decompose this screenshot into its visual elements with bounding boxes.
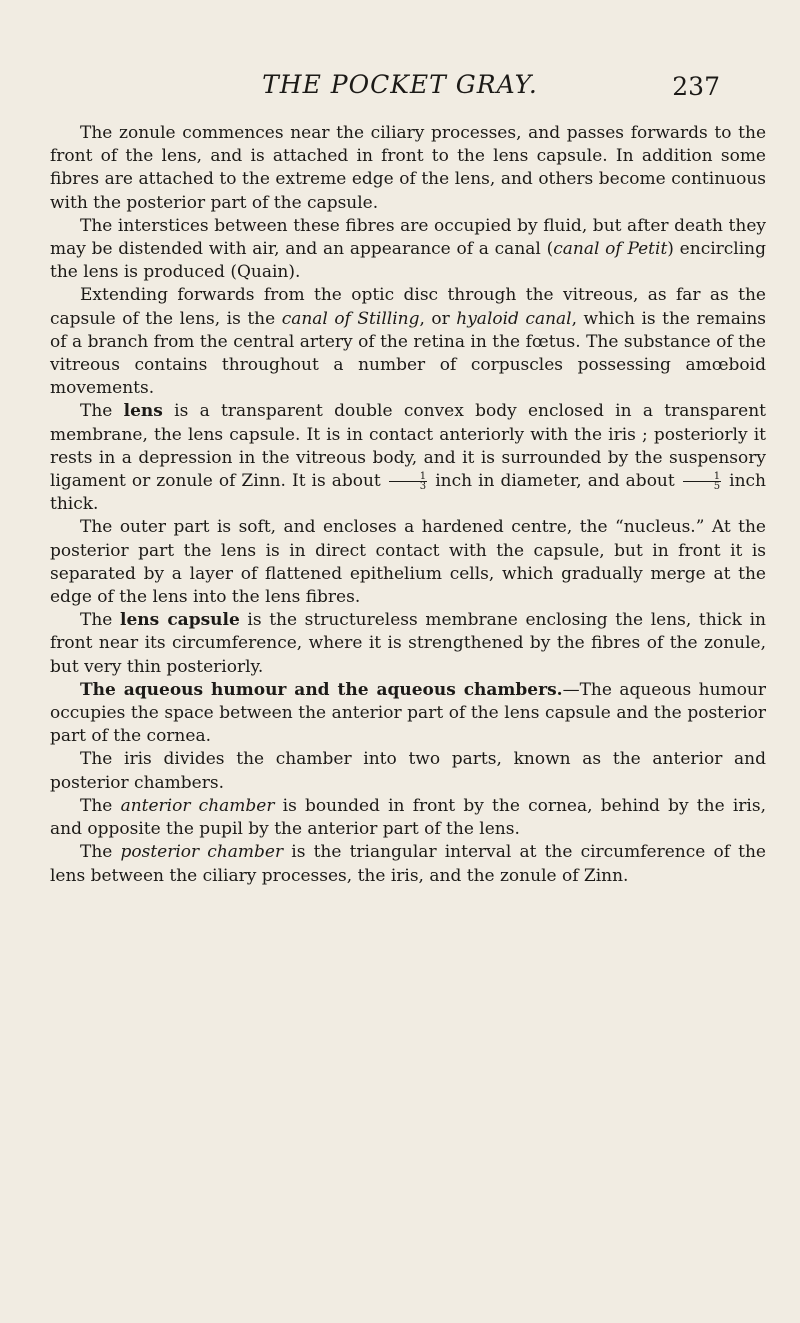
text-run: , or [419, 308, 457, 329]
text-run: , which is the remains of a branch from the central artery of the retina in the fœtus. The substance of the vitreous contains throughout a number of corpuscles possessing amœboid movements. [50, 308, 767, 399]
paragraph [50, 400, 766, 516]
text-run: inch in diameter, and about [429, 471, 681, 492]
fraction-numerator: 1 [389, 472, 427, 482]
text-run: The iris divides the chamber into two parts, known as the anterior and posterior chambers. [50, 749, 766, 793]
text-run: The [80, 842, 121, 863]
bold-term: lens [123, 401, 163, 422]
italic-term: canal of Stilling [281, 308, 420, 329]
text-run: is the triangular interval at the circumference of the lens between the ciliary processes, the iris, and the zonule of Zinn. [50, 842, 766, 886]
text-run: ) encircling the lens is produced (Quain). [50, 239, 767, 283]
text-run: The zonule commences near the ciliary processes, and passes forwards to the front of the lens, and is attached in front to the lens capsule. In addition some fibres are attached to the extreme edge of the lens, and others become continuous with the posterior part of the capsule. [50, 123, 766, 213]
fraction-numerator: 1 [683, 472, 721, 482]
text-run: The [80, 795, 121, 816]
paragraph [50, 609, 766, 679]
italic-term: hyaloid canal [456, 308, 572, 329]
paragraph [50, 679, 766, 749]
italic-term: canal of Petit [553, 239, 668, 260]
body-text [50, 122, 766, 888]
running-head [0, 70, 800, 110]
text-run: —The aqueous humour occupies the space between the anterior part of the lens capsule and the posterior part of the cornea. [50, 679, 767, 747]
paragraph [50, 215, 766, 285]
text-run: is the structureless membrane enclosing the lens, thick in front near its circumference, where it is strengthened by the fibres of the zonule, but very thin posteriorly. [50, 610, 766, 677]
fraction-denominator: 3 [419, 481, 427, 493]
page-number: 237 [672, 72, 720, 101]
bold-term: lens capsule [119, 610, 240, 631]
paragraph [50, 795, 766, 841]
text-run: The [80, 610, 120, 631]
text-run: The outer part is soft, and encloses a hardened centre, the “nucleus.” At the posterior part the lens is in direct contact with the capsule, but in front it is separated by a layer of flattened epithelium cells, which gradually merge at the edge of the lens into the lens fibres. [50, 517, 766, 608]
text-run: is bounded in front by the cornea, behind by the iris, and opposite the pupil by the anterior part of the lens. [50, 795, 766, 840]
text-run: The interstices between these fibres are occupied by fluid, but after death they may be distended with air, and an appearance of a canal ( [50, 215, 766, 260]
bold-term: The aqueous humour and the aqueous chambers. [80, 679, 563, 700]
paragraph [50, 516, 766, 609]
paragraph [50, 284, 766, 400]
paragraph [50, 841, 766, 887]
text-run: The [80, 401, 124, 422]
text-run: is a transparent double convex body enclosed in a transparent membrane, the lens capsule. It is in contact anteriorly with the iris ; posteriorly it rests in a depression in the vitreous body, and it is surrounded by the suspensory ligament or zonule of Zinn. It is about [50, 401, 766, 492]
fraction [683, 472, 721, 491]
text-run: inch thick. [50, 471, 766, 515]
paragraph [50, 122, 766, 215]
italic-term: anterior chamber [120, 795, 275, 816]
fraction [389, 472, 427, 491]
italic-term: posterior chamber [120, 842, 284, 863]
text-run: Extending forwards from the optic disc through the vitreous, as far as the capsule of the lens, is the [50, 285, 766, 329]
fraction-denominator: 5 [713, 481, 721, 493]
running-title: THE POCKET GRAY. [262, 70, 538, 99]
paragraph [50, 748, 766, 794]
